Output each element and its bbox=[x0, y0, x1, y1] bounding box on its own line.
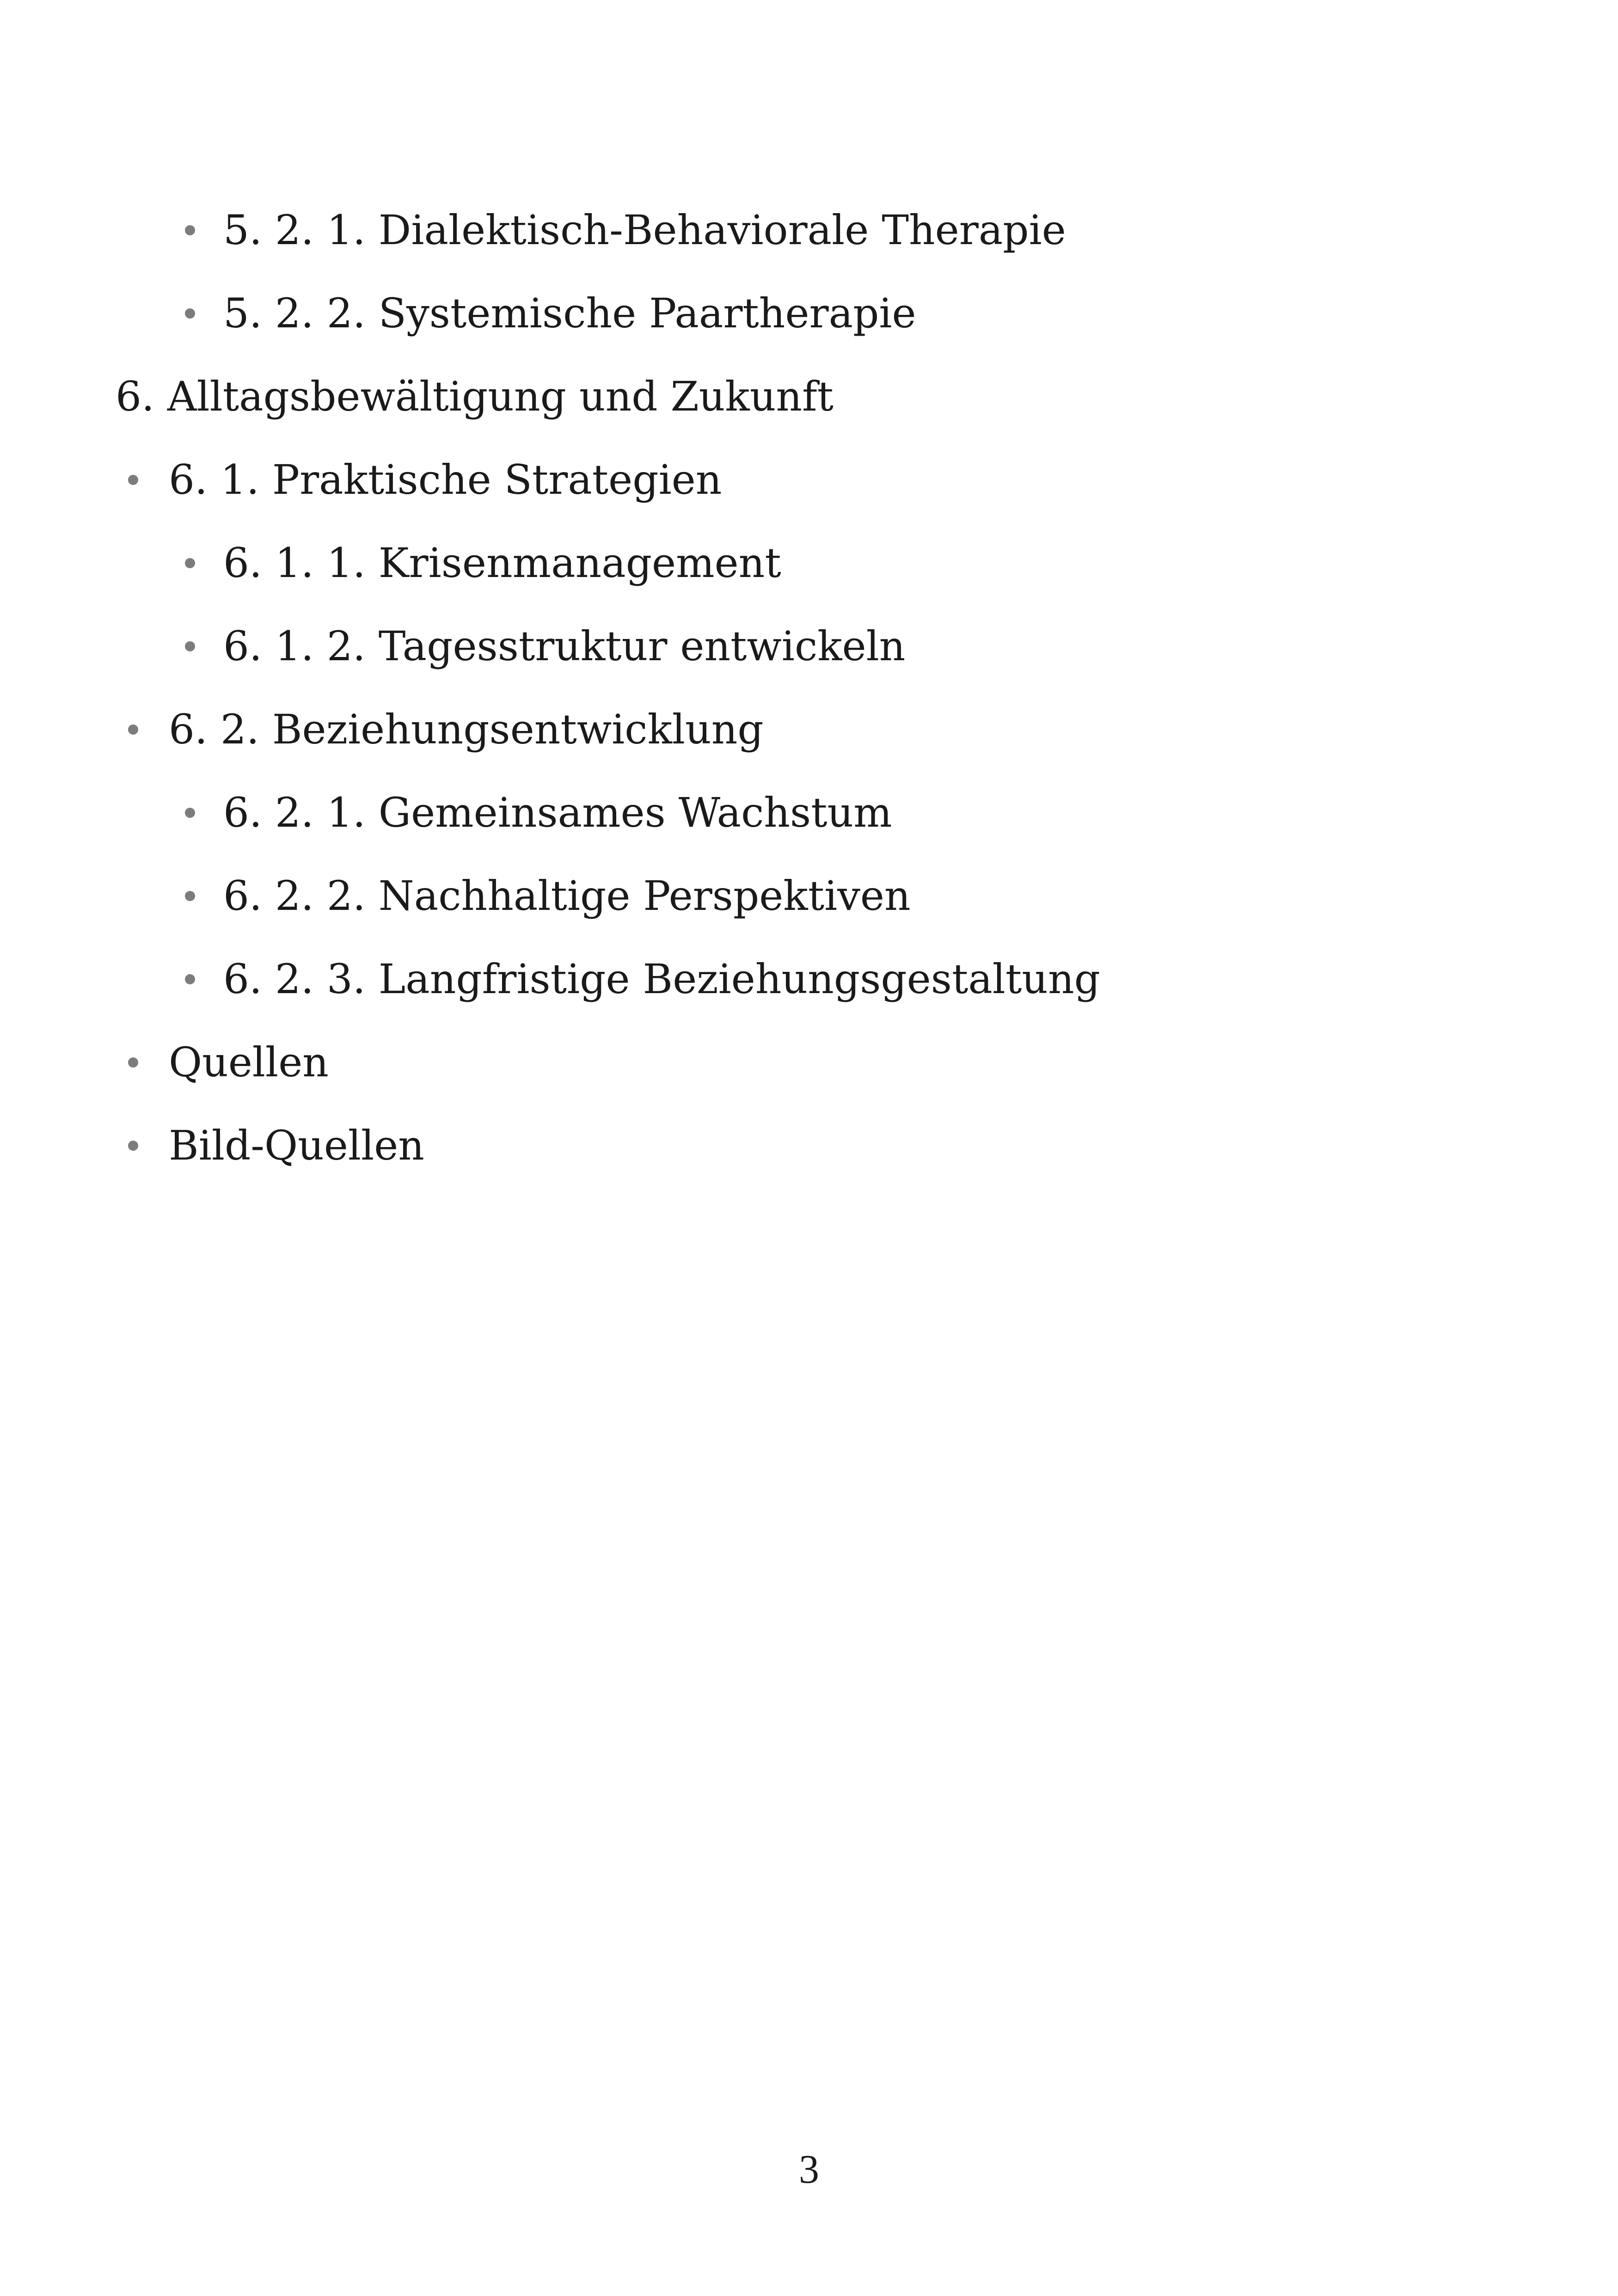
toc-entry[interactable]: 6. 2. 2. Nachhaltige Perspektiven bbox=[223, 872, 911, 920]
bullet-icon bbox=[128, 724, 138, 735]
toc-entry[interactable]: 6. 2. 1. Gemeinsames Wachstum bbox=[223, 789, 892, 836]
bullet-icon bbox=[128, 475, 138, 485]
bullet-icon bbox=[185, 974, 195, 984]
toc-chapter-heading[interactable]: 6. Alltagsbewältigung und Zukunft bbox=[116, 373, 834, 420]
bullet-icon bbox=[185, 558, 195, 568]
toc-entry[interactable]: 5. 2. 1. Dialektisch-Behaviorale Therapie bbox=[223, 206, 1066, 254]
toc-entry[interactable]: 6. 1. Praktische Strategien bbox=[169, 456, 722, 503]
bullet-icon bbox=[185, 641, 195, 651]
bullet-icon bbox=[128, 1141, 138, 1151]
bullet-icon bbox=[185, 891, 195, 901]
toc-entry[interactable]: 6. 1. 1. Krisenmanagement bbox=[223, 539, 781, 587]
toc-entry[interactable]: 6. 2. Beziehungsentwicklung bbox=[169, 706, 764, 753]
bullet-icon bbox=[185, 225, 195, 235]
toc-entry[interactable]: Quellen bbox=[169, 1038, 329, 1086]
page-number: 3 bbox=[799, 2147, 819, 2192]
bullet-icon bbox=[128, 1057, 138, 1068]
bullet-icon bbox=[185, 308, 195, 319]
toc-entry[interactable]: 5. 2. 2. Systemische Paartherapie bbox=[223, 289, 916, 337]
toc-entry[interactable]: Bild-Quellen bbox=[169, 1122, 424, 1169]
toc-entry[interactable]: 6. 1. 2. Tagesstruktur entwickeln bbox=[223, 622, 906, 670]
toc-entry[interactable]: 6. 2. 3. Langfristige Beziehungsgestaltung bbox=[223, 955, 1100, 1003]
bullet-icon bbox=[185, 808, 195, 818]
